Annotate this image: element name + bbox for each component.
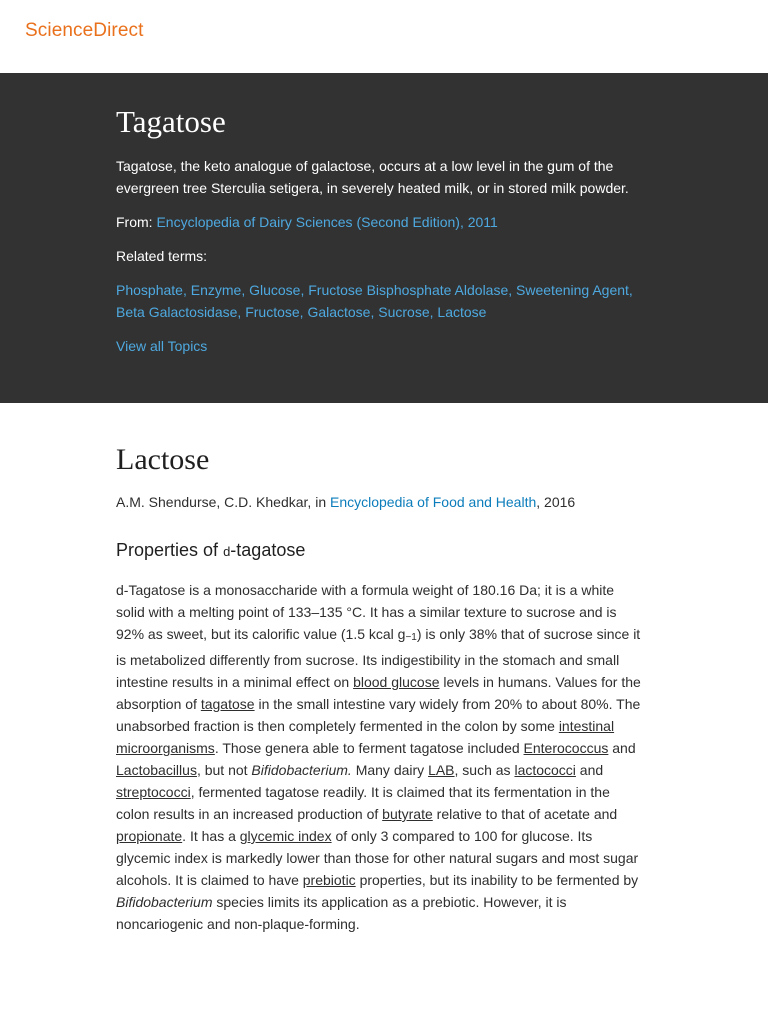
text: . Those genera able to ferment tagatose included bbox=[214, 740, 524, 756]
related-term-link[interactable]: Phosphate bbox=[116, 282, 183, 298]
term-separator: , bbox=[299, 304, 308, 320]
text: ) is only 38% that of sucrose since it is metabolized differently from sucrose. Its indigestibility in the stomach and small intestine results in a minimal effect on bbox=[116, 626, 641, 690]
view-all-topics-link[interactable]: View all Topics bbox=[116, 338, 208, 354]
lab-link[interactable]: LAB bbox=[428, 762, 455, 778]
intestinal-microorganisms-link[interactable]: intestinal microorganisms bbox=[116, 718, 615, 756]
enterococcus-link[interactable]: Enterococcus bbox=[523, 740, 609, 756]
term-separator: , bbox=[241, 282, 250, 298]
text: and bbox=[608, 740, 636, 756]
term-separator: , bbox=[429, 304, 438, 320]
prebiotic-link[interactable]: prebiotic bbox=[302, 872, 356, 888]
term-separator: , bbox=[300, 282, 309, 298]
text: , such as bbox=[454, 762, 515, 778]
text: . It has a bbox=[182, 828, 240, 844]
related-term-link[interactable]: Lactose bbox=[437, 304, 487, 320]
glycemic-index-link[interactable]: glycemic index bbox=[239, 828, 332, 844]
section-heading bbox=[116, 537, 644, 565]
term-separator: , bbox=[182, 282, 191, 298]
text: species limits its application as a prebiotic. However, it is noncariogenic and non-plaque-forming. bbox=[116, 894, 567, 932]
italic-text: Bifidobacterium bbox=[116, 894, 213, 910]
top-bar bbox=[0, 0, 768, 73]
text: in the small intestine vary widely from 20% to about 80%. The unabsorbed fraction is then completely fermented in the colon by some bbox=[116, 696, 641, 734]
text: Many dairy bbox=[351, 762, 429, 778]
text: and bbox=[575, 762, 604, 778]
related-term-link[interactable]: Enzyme bbox=[190, 282, 242, 298]
term-separator: , bbox=[237, 304, 246, 320]
text: of only 3 compared to 100 for glucose. Its glycemic index is markedly lower than those for other natural sugars and most sugar alcohols. It is claimed to have bbox=[116, 828, 639, 888]
lactococci-link[interactable]: lactococci bbox=[514, 762, 576, 778]
blood-glucose-link[interactable]: blood glucose bbox=[353, 674, 440, 690]
term-separator: , bbox=[628, 282, 633, 298]
authors-text: A.M. Shendurse, C.D. Khedkar, in bbox=[116, 494, 330, 510]
related-terms-label: Related terms: bbox=[116, 248, 208, 264]
text: relative to that of acetate and bbox=[432, 806, 618, 822]
article-year: , 2016 bbox=[536, 494, 576, 510]
text: , but not bbox=[196, 762, 252, 778]
topic-source bbox=[116, 211, 644, 233]
article-paragraph bbox=[116, 579, 644, 935]
tagatose-link[interactable]: tagatose bbox=[200, 696, 255, 712]
related-term-link[interactable]: Beta Galactosidase bbox=[116, 304, 238, 320]
text: levels in humans. Values for the absorption of bbox=[116, 674, 641, 712]
streptococci-link[interactable]: streptococci bbox=[116, 784, 191, 800]
propionate-link[interactable]: propionate bbox=[116, 828, 183, 844]
encyclopedia-link[interactable]: Encyclopedia of Food and Health bbox=[330, 494, 537, 510]
topic-panel bbox=[0, 73, 768, 403]
related-term-link[interactable]: Sweetening Agent bbox=[516, 282, 629, 298]
text: , fermented tagatose readily. It is claimed that its fermentation in the colon results in an increased production of bbox=[116, 784, 610, 822]
related-term-link[interactable]: Fructose bbox=[245, 304, 300, 320]
section-heading-d: d bbox=[223, 544, 231, 559]
related-term-link[interactable]: Sucrose bbox=[378, 304, 430, 320]
superscript: −1 bbox=[405, 632, 417, 643]
section-heading-suffix: -tagatose bbox=[230, 540, 306, 560]
term-separator: , bbox=[370, 304, 379, 320]
from-label: From: bbox=[116, 214, 157, 230]
source-link[interactable]: Encyclopedia of Dairy Sciences (Second Edition), 2011 bbox=[156, 214, 498, 230]
article-authors bbox=[116, 491, 644, 513]
term-separator: , bbox=[508, 282, 517, 298]
text: properties, but its inability to be fermented by bbox=[355, 872, 639, 888]
related-term-link[interactable]: Fructose Bisphosphate Aldolase bbox=[308, 282, 509, 298]
related-term-link[interactable]: Galactose bbox=[307, 304, 371, 320]
related-terms-list bbox=[116, 279, 646, 323]
sciencedirect-logo[interactable]: ScienceDirect bbox=[25, 20, 144, 41]
article-title: Lactose bbox=[116, 443, 210, 476]
topic-definition: Tagatose, the keto analogue of galactose, occurs at a low level in the gum of the evergreen tree Sterculia setigera, in severely heated milk, or in stored milk powder. bbox=[116, 158, 629, 196]
italic-text: Bifidobacterium. bbox=[251, 762, 352, 778]
topic-title: Tagatose bbox=[116, 104, 226, 139]
section-heading-prefix: Properties of bbox=[116, 540, 224, 560]
lactobacillus-link[interactable]: Lactobacillus bbox=[116, 762, 197, 778]
butyrate-link[interactable]: butyrate bbox=[382, 806, 433, 822]
related-term-link[interactable]: Glucose bbox=[249, 282, 301, 298]
text: d-Tagatose is a monosaccharide with a formula weight of 180.16 Da; it is a white solid with a melting point of 133–135 °C. It has a similar texture to sucrose and is 92% as sweet, but its calorific value (1.5 kcal g bbox=[116, 582, 617, 642]
article-section bbox=[0, 403, 644, 935]
